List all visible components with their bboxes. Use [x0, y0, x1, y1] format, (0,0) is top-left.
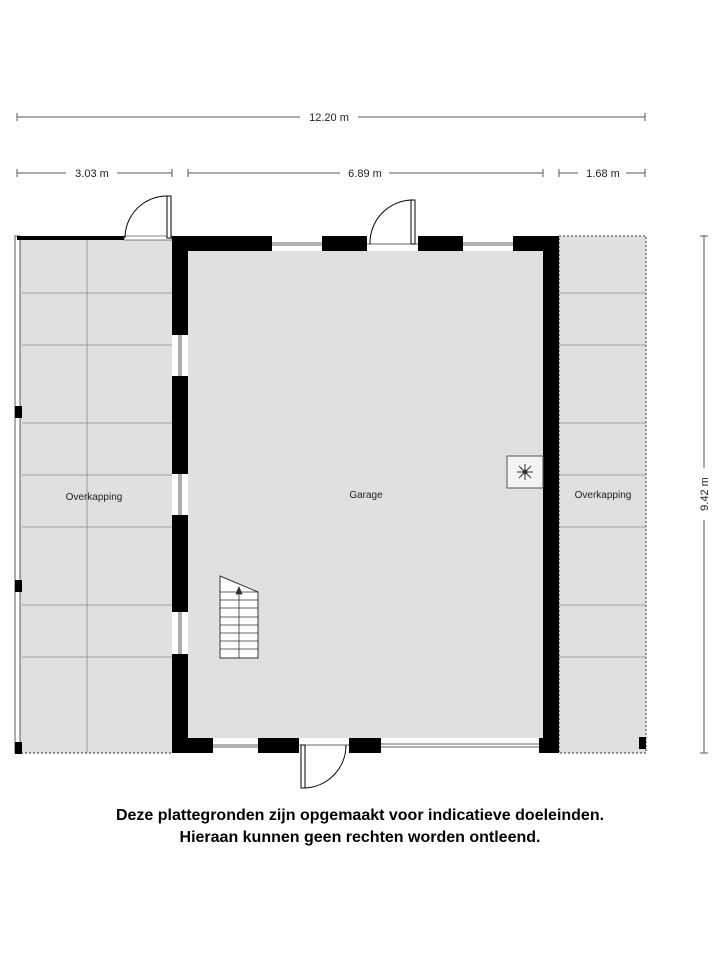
- total-width-label: 12.20 m: [309, 112, 349, 124]
- left-width-label: 3.03 m: [75, 168, 109, 180]
- top-door: [367, 200, 418, 251]
- ventilation-icon: [507, 456, 543, 488]
- middle-width-label: 6.89 m: [348, 168, 382, 180]
- depth-label: 9.42 m: [699, 477, 711, 511]
- right-width-label: 1.68 m: [586, 168, 620, 180]
- bottom-window-left: [213, 738, 258, 753]
- bottom-door: [299, 738, 349, 788]
- room-label-left-overkapping: Overkapping: [65, 492, 123, 503]
- overkapping-door: [125, 196, 171, 238]
- top-window-left: [272, 236, 322, 251]
- disclaimer-line-1: Deze plattegronden zijn opgemaakt voor indicatieve doeleinden.: [115, 807, 605, 824]
- room-label-garage: Garage: [349, 490, 383, 501]
- room-label-right-overkapping: Overkapping: [574, 490, 632, 501]
- disclaimer-line-2: Hieraan kunnen geen rechten worden ontleend.: [179, 829, 541, 846]
- garage-door: [381, 738, 539, 753]
- top-window-right: [463, 236, 513, 251]
